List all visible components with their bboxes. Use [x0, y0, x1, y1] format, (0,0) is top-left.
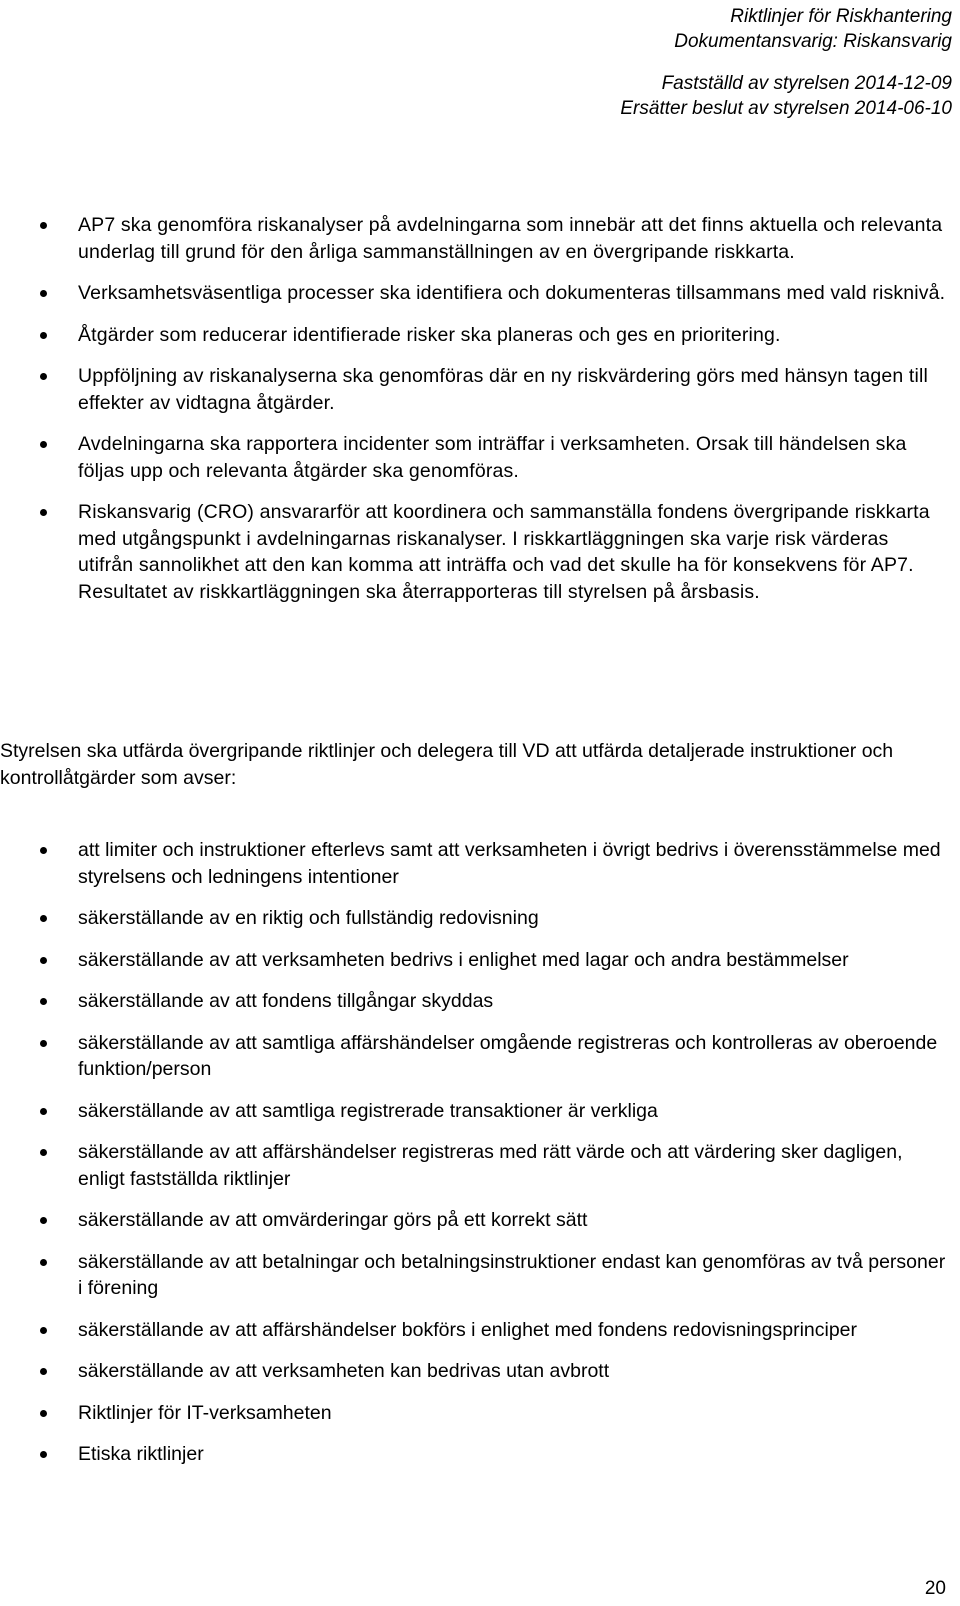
- bullet-icon: [40, 1410, 47, 1417]
- replaces-decision: Ersätter beslut av styrelsen 2014-06-10: [620, 98, 952, 119]
- list-item: säkerställande av att betalningar och betalningsinstruktioner endast kan genomföras av två personer i förening: [40, 1249, 946, 1302]
- intro-paragraph: Styrelsen ska utfärda övergripande riktlinjer och delegera till VD att utfärda detaljerade instruktioner och kontrollåtgärder som avser:: [0, 740, 894, 789]
- list-item: Uppföljning av riskanalyserna ska genomföras där en ny riskvärdering görs med hänsyn tagen till effekter av vidtagna åtgärder.: [40, 363, 946, 416]
- adopted-date: Fastställd av styrelsen 2014-12-09: [661, 73, 952, 94]
- bullet-icon: [40, 373, 47, 380]
- bullet-icon: [40, 332, 47, 339]
- bullet-icon: [40, 441, 47, 448]
- bullet-icon: [40, 1451, 47, 1458]
- list-item: säkerställande av att verksamheten kan bedrivas utan avbrott: [40, 1358, 946, 1385]
- list-item: säkerställande av en riktig och fullständig redovisning: [40, 905, 946, 932]
- list-item: Avdelningarna ska rapportera incidenter som inträffar i verksamheten. Orsak till händelsen ska följas upp och relevanta åtgärder ska genomföras.: [40, 431, 946, 484]
- list-item: säkerställande av att affärshändelser registreras med rätt värde och att värdering sker dagligen, enligt fastställda riktlinjer: [40, 1139, 946, 1192]
- document-title: Riktlinjer för Riskhantering: [730, 6, 952, 27]
- list-item: Riskansvarig (CRO) ansvararför att koordinera och sammanställa fondens övergripande riskkarta med utgångspunkt i avdelningarnas riskanalyser. I riskkartläggningen ska varje risk värderas utifrån sannolikhet att den kan komma att inträffa och vad det skulle ha för konsekvens för AP7. Resultatet av riskkartläggningen ska återrapporteras till styrelsen på årsbasis.: [40, 499, 946, 605]
- list-item: säkerställande av att affärshändelser bokförs i enlighet med fondens redovisningsprinciper: [40, 1317, 946, 1344]
- list-item: AP7 ska genomföra riskanalyser på avdelningarna som innebär att det finns aktuella och relevanta underlag till grund för den årliga sammanställningen av en övergripande riskkarta.: [40, 212, 946, 265]
- bullet-icon: [40, 1040, 47, 1047]
- bullet-icon: [40, 1259, 47, 1266]
- list-item: att limiter och instruktioner efterlevs samt att verksamheten i övrigt bedrivs i överensstämmelse med styrelsens och ledningens intentioner: [40, 837, 946, 890]
- bullet-icon: [40, 1368, 47, 1375]
- bullet-icon: [40, 847, 47, 854]
- risk-process-list: [40, 212, 946, 620]
- bullet-icon: [40, 222, 47, 229]
- list-item: Etiska riktlinjer: [40, 1441, 946, 1468]
- list-item: Riktlinjer för IT-verksamheten: [40, 1400, 946, 1427]
- list-item: säkerställande av att samtliga registrerade transaktioner är verkliga: [40, 1098, 946, 1125]
- bullet-icon: [40, 1149, 47, 1156]
- bullet-icon: [40, 1327, 47, 1334]
- bullet-icon: [40, 915, 47, 922]
- bullet-icon: [40, 1217, 47, 1224]
- list-item: säkerställande av att fondens tillgångar skyddas: [40, 988, 946, 1015]
- page-number: 20: [924, 1578, 946, 1599]
- bullet-icon: [40, 957, 47, 964]
- list-item: säkerställande av att verksamheten bedrivs i enlighet med lagar och andra bestämmelser: [40, 947, 946, 974]
- control-measures-list: [40, 837, 946, 1483]
- list-item: säkerställande av att samtliga affärshändelser omgående registreras och kontrolleras av oberoende funktion/person: [40, 1030, 946, 1083]
- list-item: Verksamhetsväsentliga processer ska identifiera och dokumenteras tillsammans med vald risknivå.: [40, 280, 946, 307]
- bullet-icon: [40, 290, 47, 297]
- bullet-icon: [40, 509, 47, 516]
- list-item: Åtgärder som reducerar identifierade risker ska planeras och ges en prioritering.: [40, 322, 946, 349]
- document-header: [620, 4, 952, 121]
- document-owner: Dokumentansvarig: Riskansvarig: [674, 31, 952, 52]
- bullet-icon: [40, 1108, 47, 1115]
- bullet-icon: [40, 998, 47, 1005]
- list-item: säkerställande av att omvärderingar görs på ett korrekt sätt: [40, 1207, 946, 1234]
